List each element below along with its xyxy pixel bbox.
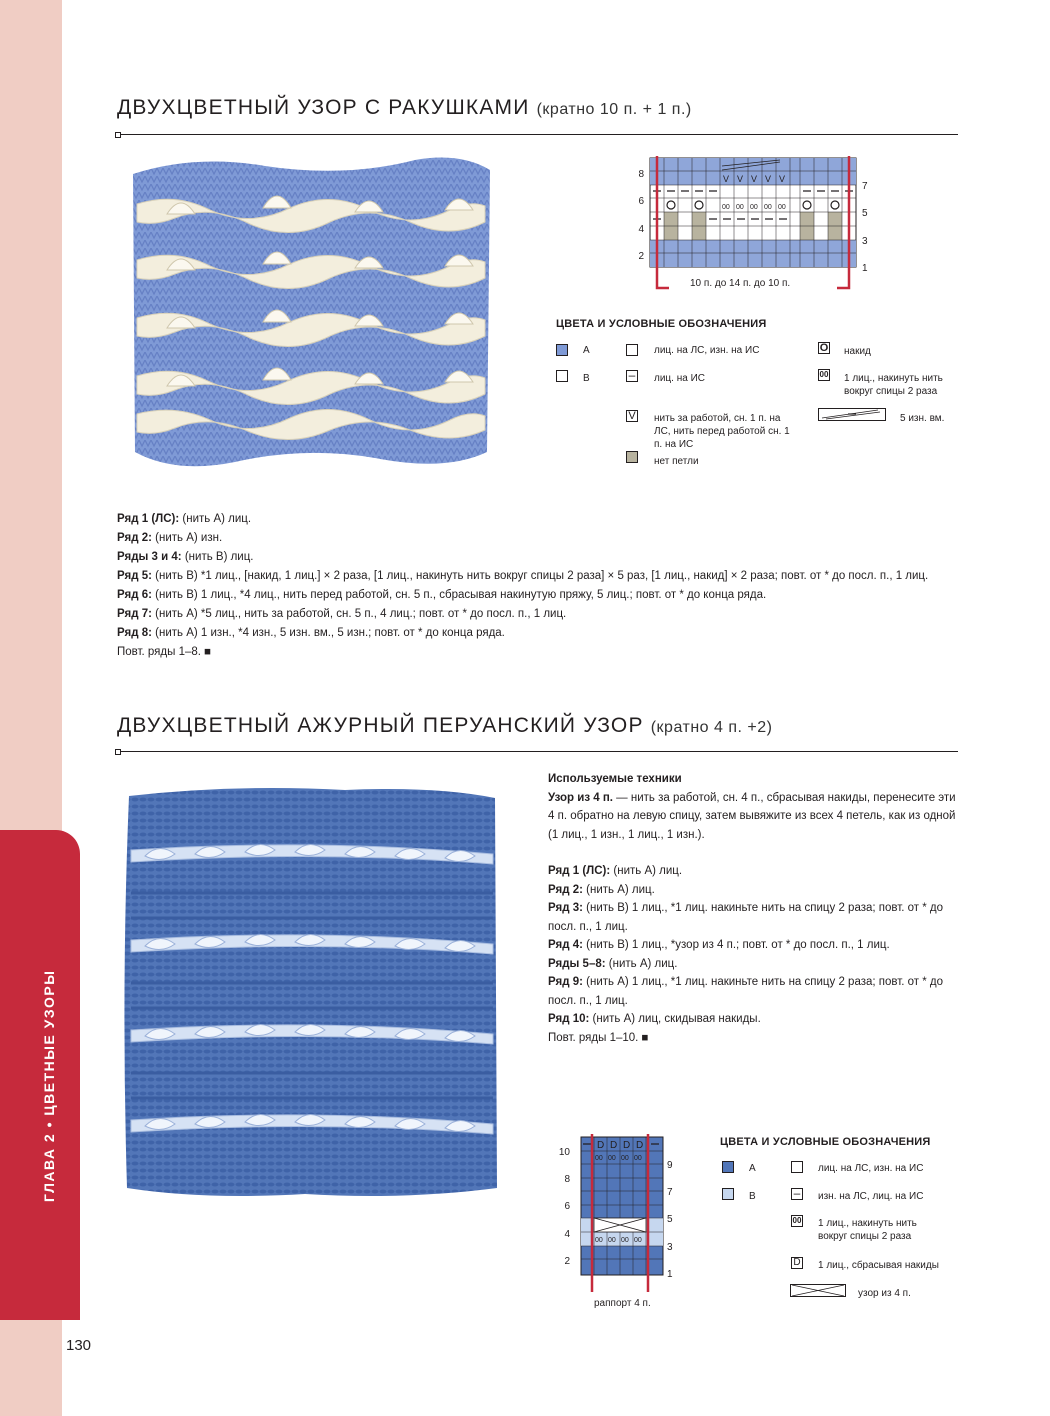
no-stitch-label: нет петли: [654, 456, 699, 467]
pattern2-swatch-image: [115, 768, 508, 1205]
purl-five-together-label: 5 изн. вм.: [900, 413, 945, 424]
pattern2-legend-title: ЦВЕТА И УСЛОВНЫЕ ОБОЗНАЧЕНИЯ: [720, 1136, 931, 1148]
svg-text:V: V: [737, 174, 744, 184]
double-wrap-icon: 00: [819, 370, 829, 379]
svg-text:V: V: [751, 174, 758, 184]
drop-wraps-icon: D: [791, 1257, 803, 1269]
pattern1-chart-caption: 10 п. до 14 п. до 10 п.: [690, 278, 791, 289]
svg-text:00: 00: [595, 1155, 603, 1162]
svg-text:D: D: [636, 1140, 644, 1151]
double-wrap-label: 1 лиц., накинуть нить вокруг спицы 2 раза: [818, 1218, 917, 1242]
pattern2-repeat: Повт. ряды 1–10. ■: [548, 1031, 649, 1044]
pattern1-row: Ряд 6: (нить В) 1 лиц., *4 лиц., нить перед работой, сн. 5 п., сбрасывая накинутую пряжу, 5 лиц.; повт. от * до конца ряда.: [117, 589, 767, 601]
knit-label: лиц. на ЛС, изн. на ИС: [654, 345, 760, 356]
pattern1-row: Ряд 5: (нить В) *1 лиц., [накид, 1 лиц.] × 2 раза, [1 лиц., накинуть нить вокруг спицы 2 раза] × 5 раз, [1 лиц., накид] × 2 раза; повт. от * до посл. п., 1 лиц.: [117, 570, 929, 582]
knit-symbol-icon: [626, 344, 638, 356]
pattern1-title-text: ДВУХЦВЕТНЫЙ УЗОР С РАКУШКАМИ: [117, 96, 530, 119]
page-number: 130: [66, 1337, 92, 1354]
pattern2-row: Ряды 5–8: (нить А) лиц.: [548, 957, 678, 970]
svg-text:00: 00: [736, 204, 744, 211]
svg-text:00: 00: [621, 1155, 629, 1162]
double-wrap-icon: 00: [792, 1216, 802, 1225]
color-a-swatch-icon: [722, 1161, 734, 1173]
color-a-label: A: [583, 345, 590, 356]
pattern2-title: [117, 714, 772, 738]
yarn-over-icon: O: [819, 342, 829, 354]
svg-text:00: 00: [750, 204, 758, 211]
no-stitch-icon: [626, 451, 638, 463]
pattern1-instructions: [117, 510, 962, 662]
pattern2-row: Ряд 9: (нить А) 1 лиц., *1 лиц. накиньте нить на спицу 2 раза; повт. от * до посл. п., 1 лиц.: [548, 976, 944, 1007]
color-a-swatch-icon: [556, 344, 568, 356]
pattern2-row: Ряд 1 (ЛС): (нить А) лиц.: [548, 865, 683, 877]
svg-text:V: V: [765, 174, 772, 184]
color-b-swatch-icon: [556, 370, 568, 382]
svg-text:00: 00: [621, 1237, 629, 1244]
pattern1-chart-right-numbers: 7 5 3 1: [862, 181, 868, 275]
purl-symbol-icon: –: [626, 370, 638, 382]
svg-text:00: 00: [595, 1237, 603, 1244]
knit-label: лиц. на ЛС, изн. на ИС: [818, 1163, 924, 1174]
svg-text:D: D: [597, 1140, 605, 1151]
pattern1-row: Ряды 3 и 4: (нить В) лиц.: [117, 551, 254, 563]
svg-text:00: 00: [634, 1237, 642, 1244]
pattern1-legend-title: ЦВЕТА И УСЛОВНЫЕ ОБОЗНАЧЕНИЯ: [556, 318, 767, 330]
color-b-label: B: [749, 1191, 756, 1202]
pattern1-row: Ряд 2: (нить А) изн.: [117, 532, 223, 544]
drop-wraps-label: 1 лиц., сбрасывая накиды: [818, 1260, 939, 1271]
cluster-stitch-icon: [790, 1284, 846, 1297]
svg-text:00: 00: [764, 204, 772, 211]
pattern1-title: [117, 96, 692, 120]
chapter-label: ГЛАВА 2 • ЦВЕТНЫЕ УЗОРЫ: [41, 969, 57, 1202]
svg-text:D: D: [610, 1140, 618, 1151]
pattern1-row: Ряд 1 (ЛС): (нить А) лиц.: [117, 513, 252, 525]
knit-symbol-icon: [791, 1161, 803, 1173]
pattern2-chart: [575, 1132, 675, 1312]
double-wrap-label: 1 лиц., накинуть нить вокруг спицы 2 раза: [844, 373, 943, 397]
pattern1-row: Ряд 8: (нить А) 1 изн., *4 изн., 5 изн. вм., 5 изн.; повт. от * до конца ряда.: [117, 627, 505, 639]
svg-text:D: D: [623, 1140, 631, 1151]
color-b-swatch-icon: [722, 1188, 734, 1200]
pattern2-row: Ряд 2: (нить А) лиц.: [548, 883, 655, 896]
slip-symbol-icon: V: [626, 410, 638, 422]
pattern1-row: Ряд 7: (нить А) *5 лиц., нить за работой, сн. 5 п., 4 лиц.; повт. от * до посл. п., 1 лиц.: [117, 608, 567, 620]
svg-text:V: V: [723, 174, 730, 184]
svg-text:00: 00: [722, 204, 730, 211]
pattern2-chart-caption: раппорт 4 п.: [594, 1298, 651, 1309]
cluster-stitch-label: узор из 4 п.: [858, 1288, 911, 1299]
technique-description: Узор из 4 п. — нить за работой, сн. 4 п., сбрасывая накиды, перенесите эти 4 п. обратно на левую спицу, затем вывяжите из всех 4 петель, как из одной (1 лиц., 1 изн., 1 лиц., 1 изн.).: [548, 791, 956, 841]
chapter-tab: [0, 830, 80, 1320]
purl-label: лиц. на ИС: [654, 373, 705, 384]
pattern2-row: Ряд 4: (нить В) 1 лиц., *узор из 4 п.; повт. от * до посл. п., 1 лиц.: [548, 939, 890, 951]
purl-symbol-icon: –: [791, 1188, 803, 1200]
color-a-label: A: [749, 1163, 756, 1174]
pattern2-rule: [117, 751, 958, 752]
pattern1-repeat: Повт. ряды 1–8. ■: [117, 646, 212, 658]
pattern1-swatch-image: [115, 152, 508, 492]
pattern2-instructions: [548, 770, 958, 1047]
svg-text:00: 00: [634, 1155, 642, 1162]
svg-text:V: V: [779, 174, 786, 184]
pattern2-chart-left-numbers: 10 8 6 4 2: [558, 1147, 570, 1267]
yarn-over-label: накид: [844, 346, 871, 357]
pattern2-row: Ряд 10: (нить А) лиц, скидывая накиды.: [548, 1013, 761, 1025]
pattern1-chart: [620, 150, 875, 295]
pattern2-row: Ряд 3: (нить В) 1 лиц., *1 лиц. накиньте нить на спицу 2 раза; повт. от * до посл. п., 1 лиц.: [548, 902, 944, 933]
pattern2-subtitle: (кратно 4 п. +2): [650, 719, 773, 736]
purl-label: изн. на ЛС, лиц. на ИС: [818, 1191, 924, 1202]
svg-text:00: 00: [778, 204, 786, 211]
svg-text:00: 00: [608, 1155, 616, 1162]
techniques-heading: Используемые техники: [548, 773, 682, 785]
pattern1-subtitle: (кратно 10 п. + 1 п.): [536, 101, 692, 118]
svg-text:00: 00: [608, 1237, 616, 1244]
slip-label: нить за работой, сн. 1 п. на ЛС, нить перед работой сн. 1 п. на ИС: [654, 413, 790, 450]
pattern1-rule: [117, 134, 958, 135]
pattern2-chart-right-numbers: 9 7 5 3 1: [667, 1160, 673, 1280]
color-b-label: B: [583, 373, 590, 384]
pattern2-title-text: ДВУХЦВЕТНЫЙ АЖУРНЫЙ ПЕРУАНСКИЙ УЗОР: [117, 714, 644, 737]
purl-five-together-icon: [818, 408, 886, 421]
pattern1-chart-left-numbers: 8 6 4 2: [638, 169, 644, 263]
